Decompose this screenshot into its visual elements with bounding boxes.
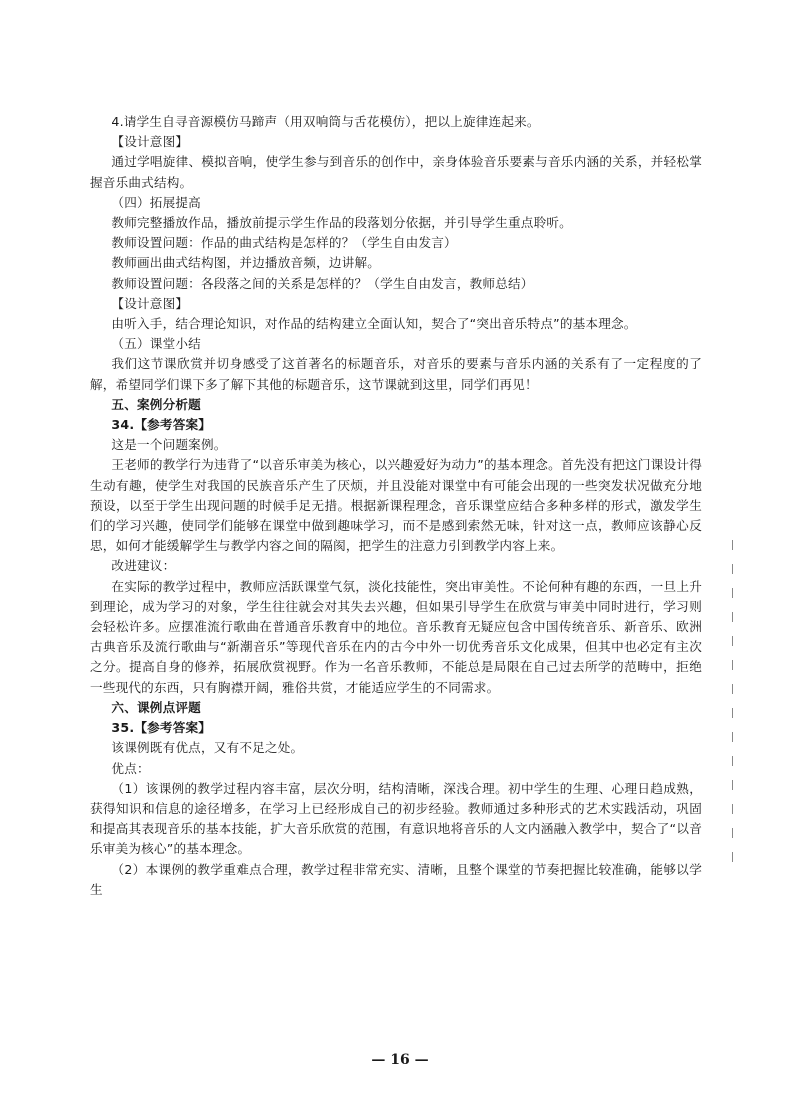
paragraph: 4.请学生自寻音源模仿马蹄声（用双响筒与舌花模仿），把以上旋律连起来。 (111, 114, 540, 129)
paragraph: 我们这节课欣赏并切身感受了这首著名的标题音乐，对音乐的要素与音乐内涵的关系有了一定程度的了解，希望同学们课下多了解下其他的标题音乐，这节课就到这里，同学们再见！ (90, 356, 702, 392)
paragraph: 由听入手，结合理论知识，对作品的结构建立全面认知，契合了“突出音乐特点”的基本理念。 (111, 316, 637, 332)
paragraph: 在实际的教学过程中，教师应活跃课堂气氛，淡化技能性，突出审美性。不论何种有趣的东西，一旦上升到理论，成为学习的对象，学生往往就会对其失去兴趣，但如果引导学生在欣赏与审美中同时进行，学习则会轻松许多。应摆准流行歌曲在普通音乐教育中的地位。音乐教育无疑应包含中国传统音乐、新音乐、欧洲古典音乐及流行歌曲与“新潮音乐”等现代音乐在内的古今中外一切优秀音乐文化成果，但其中也必定有主次之分。提高自身的修养，拓展欣赏视野。作为一名音乐教师，不能总是局限在自己过去所学的范畴中，拒绝一些现代的东西，只有胸襟开阔，雅俗共赏，才能适应学生的不同需求。 (90, 578, 702, 695)
subsection-heading: （四）拓展提高 (111, 194, 201, 210)
section-heading: 五、案例分析题 (111, 396, 201, 412)
paragraph: 这是一个问题案例。 (111, 437, 227, 453)
binding-marks (732, 540, 734, 900)
paragraph: 该课例既有优点，又有不足之处。 (111, 740, 304, 756)
paragraph: 优点： (111, 760, 150, 776)
binding-mark (732, 732, 733, 742)
paragraph: 王老师的教学行为违背了“以音乐审美为核心，以兴趣爱好为动力”的基本理念。首先没有把这门课设计得生动有趣，使学生对我国的民族音乐产生了厌烦，并且没能对课堂中有可能会出现的一些突发状况做充分地预设，以至于学生出现问题的时候手足无措。根据新课程理念，音乐课堂应结合多种多样的形式，激发学生们的学习兴趣，使同学们能够在课堂中做到趣味学习，而不是感到索然无味，针对这一点，教师应该静心反思，如何才能缓解学生与教学内容之间的隔阂，把学生的注意力引到教学内容上来。 (90, 457, 702, 554)
answer-heading: 34.【参考答案】 (111, 417, 212, 433)
page-number: — 16 — (371, 1052, 429, 1068)
binding-mark (732, 828, 733, 838)
paragraph: 教师完整播放作品，播放前提示学生作品的段落划分依据，并引导学生重点聆听。 (111, 215, 572, 231)
paragraph: （2）本课例的教学重难点合理，教学过程非常充实、清晰，且整个课堂的节奏把握比较准确，能够以学生 (90, 861, 702, 897)
paragraph: 通过学唱旋律、模拟音响，使学生参与到音乐的创作中，亲身体验音乐要素与音乐内涵的关系，并轻松掌握音乐曲式结构。 (90, 154, 702, 190)
paragraph: （1）该课例的教学过程内容丰富，层次分明，结构清晰，深浅合理。初中学生的生理、心理日趋成熟，获得知识和信息的途径增多，在学习上已经形成自己的初步经验。教师通过多种形式的艺术实践活动，巩固和提高其表现音乐的基本技能，扩大音乐欣赏的范围，有意识地将音乐的人文内涵融入教学中，契合了“以音乐审美为核心”的基本理念。 (90, 780, 702, 857)
binding-mark (732, 636, 733, 646)
section-label: 【设计意图】 (111, 295, 189, 311)
binding-mark (732, 564, 733, 574)
binding-mark (732, 852, 733, 862)
paragraph: 教师设置问题：作品的曲式结构是怎样的？（学生自由发言） (111, 235, 457, 251)
binding-mark (732, 588, 733, 598)
binding-mark (732, 612, 733, 622)
binding-mark (732, 684, 733, 694)
paragraph: 教师设置问题：各段落之间的关系是怎样的？（学生自由发言，教师总结） (111, 275, 534, 291)
binding-mark (732, 540, 733, 550)
binding-mark (732, 708, 733, 718)
document-body (90, 112, 702, 900)
subsection-heading: （五）课堂小结 (111, 336, 201, 352)
answer-heading: 35.【参考答案】 (111, 720, 212, 736)
binding-mark (732, 660, 733, 670)
section-heading: 六、课例点评题 (111, 699, 201, 715)
paragraph: 改进建议： (111, 558, 176, 574)
binding-mark (732, 804, 733, 814)
paragraph: 教师画出曲式结构图，并边播放音频，边讲解。 (111, 255, 381, 271)
section-label: 【设计意图】 (111, 134, 189, 150)
binding-mark (732, 780, 733, 790)
binding-mark (732, 756, 733, 766)
